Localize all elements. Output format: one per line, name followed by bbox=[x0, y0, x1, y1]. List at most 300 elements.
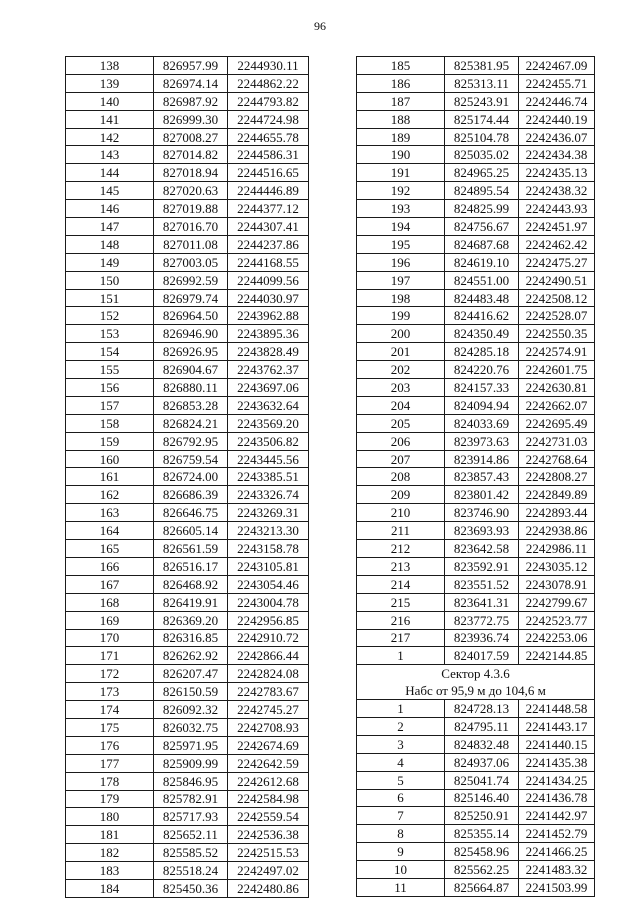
x-coordinate-cell: 826032.75 bbox=[154, 718, 228, 736]
point-number-cell: 195 bbox=[357, 235, 445, 253]
point-number-cell: 9 bbox=[357, 843, 445, 861]
point-number-cell: 198 bbox=[357, 289, 445, 307]
point-number-cell: 153 bbox=[66, 325, 154, 343]
y-coordinate-cell: 2242574.91 bbox=[519, 343, 595, 361]
x-coordinate-cell: 825562.25 bbox=[445, 861, 519, 879]
x-coordinate-cell: 827016.70 bbox=[154, 218, 228, 236]
y-coordinate-cell: 2243445.56 bbox=[228, 450, 309, 468]
y-coordinate-cell: 2242956.85 bbox=[228, 611, 309, 629]
table-row bbox=[357, 164, 595, 182]
point-number-cell: 171 bbox=[66, 647, 154, 665]
table-row bbox=[66, 468, 309, 486]
y-coordinate-cell: 2242528.07 bbox=[519, 307, 595, 325]
x-coordinate-cell: 826316.85 bbox=[154, 629, 228, 647]
x-coordinate-cell: 824687.68 bbox=[445, 235, 519, 253]
x-coordinate-cell: 826646.75 bbox=[154, 504, 228, 522]
point-number-cell: 6 bbox=[357, 789, 445, 807]
table-row bbox=[357, 128, 595, 146]
point-number-cell: 141 bbox=[66, 110, 154, 128]
y-coordinate-cell: 2244099.56 bbox=[228, 271, 309, 289]
x-coordinate-cell: 825652.11 bbox=[154, 826, 228, 844]
point-number-cell: 191 bbox=[357, 164, 445, 182]
y-coordinate-cell: 2244930.11 bbox=[228, 57, 309, 75]
coordinates-table-left bbox=[65, 56, 309, 898]
table-row bbox=[66, 164, 309, 182]
x-coordinate-cell: 825041.74 bbox=[445, 771, 519, 789]
x-coordinate-cell: 823641.31 bbox=[445, 593, 519, 611]
y-coordinate-cell: 2242462.42 bbox=[519, 235, 595, 253]
y-coordinate-cell: 2244724.98 bbox=[228, 110, 309, 128]
point-number-cell: 192 bbox=[357, 182, 445, 200]
y-coordinate-cell: 2243213.30 bbox=[228, 522, 309, 540]
x-coordinate-cell: 825174.44 bbox=[445, 110, 519, 128]
point-number-cell: 176 bbox=[66, 736, 154, 754]
point-number-cell: 1 bbox=[357, 647, 445, 665]
table-row bbox=[66, 110, 309, 128]
point-number-cell: 183 bbox=[66, 862, 154, 880]
y-coordinate-cell: 2242467.09 bbox=[519, 57, 595, 75]
table-row bbox=[66, 593, 309, 611]
x-coordinate-cell: 825909.99 bbox=[154, 754, 228, 772]
y-coordinate-cell: 2243632.64 bbox=[228, 396, 309, 414]
x-coordinate-cell: 823746.90 bbox=[445, 504, 519, 522]
y-coordinate-cell: 2244793.82 bbox=[228, 92, 309, 110]
y-coordinate-cell: 2242910.72 bbox=[228, 629, 309, 647]
point-number-cell: 3 bbox=[357, 735, 445, 753]
table-row bbox=[66, 128, 309, 146]
table-row bbox=[66, 396, 309, 414]
y-coordinate-cell: 2243158.78 bbox=[228, 540, 309, 558]
y-coordinate-cell: 2242938.86 bbox=[519, 522, 595, 540]
point-number-cell: 200 bbox=[357, 325, 445, 343]
x-coordinate-cell: 826979.74 bbox=[154, 289, 228, 307]
sector-subtitle-row bbox=[357, 682, 595, 699]
point-number-cell: 175 bbox=[66, 718, 154, 736]
table-row bbox=[357, 700, 595, 718]
x-coordinate-cell: 826926.95 bbox=[154, 343, 228, 361]
point-number-cell: 179 bbox=[66, 790, 154, 808]
x-coordinate-cell: 827019.88 bbox=[154, 200, 228, 218]
table-row bbox=[357, 593, 595, 611]
table-row bbox=[66, 218, 309, 236]
point-number-cell: 159 bbox=[66, 432, 154, 450]
point-number-cell: 7 bbox=[357, 807, 445, 825]
point-number-cell: 213 bbox=[357, 557, 445, 575]
y-coordinate-cell: 2242630.81 bbox=[519, 379, 595, 397]
y-coordinate-cell: 2241442.97 bbox=[519, 807, 595, 825]
table-row bbox=[357, 361, 595, 379]
point-number-cell: 196 bbox=[357, 253, 445, 271]
point-number-cell: 205 bbox=[357, 414, 445, 432]
x-coordinate-cell: 826987.92 bbox=[154, 92, 228, 110]
table-row bbox=[357, 735, 595, 753]
x-coordinate-cell: 825250.91 bbox=[445, 807, 519, 825]
point-number-cell: 193 bbox=[357, 200, 445, 218]
table-row bbox=[357, 74, 595, 92]
table-row bbox=[66, 522, 309, 540]
table-row bbox=[357, 450, 595, 468]
y-coordinate-cell: 2242451.97 bbox=[519, 218, 595, 236]
x-coordinate-cell: 823936.74 bbox=[445, 629, 519, 647]
x-coordinate-cell: 824220.76 bbox=[445, 361, 519, 379]
table-row bbox=[357, 414, 595, 432]
table-row bbox=[357, 522, 595, 540]
table-row bbox=[357, 289, 595, 307]
y-coordinate-cell: 2243105.81 bbox=[228, 557, 309, 575]
y-coordinate-cell: 2244307.41 bbox=[228, 218, 309, 236]
point-number-cell: 155 bbox=[66, 361, 154, 379]
table-row bbox=[357, 432, 595, 450]
table-row bbox=[66, 844, 309, 862]
y-coordinate-cell: 2242808.27 bbox=[519, 468, 595, 486]
point-number-cell: 161 bbox=[66, 468, 154, 486]
table-row bbox=[357, 486, 595, 504]
table-row bbox=[357, 343, 595, 361]
table-row bbox=[66, 343, 309, 361]
y-coordinate-cell: 2244377.12 bbox=[228, 200, 309, 218]
point-number-cell: 145 bbox=[66, 182, 154, 200]
point-number-cell: 1 bbox=[357, 700, 445, 718]
point-number-cell: 181 bbox=[66, 826, 154, 844]
y-coordinate-cell: 2242550.35 bbox=[519, 325, 595, 343]
point-number-cell: 160 bbox=[66, 450, 154, 468]
table-row bbox=[66, 540, 309, 558]
point-number-cell: 197 bbox=[357, 271, 445, 289]
point-number-cell: 203 bbox=[357, 379, 445, 397]
point-number-cell: 199 bbox=[357, 307, 445, 325]
point-number-cell: 215 bbox=[357, 593, 445, 611]
table-row bbox=[357, 771, 595, 789]
y-coordinate-cell: 2242866.44 bbox=[228, 647, 309, 665]
x-coordinate-cell: 823914.86 bbox=[445, 450, 519, 468]
y-coordinate-cell: 2242536.38 bbox=[228, 826, 309, 844]
y-coordinate-cell: 2243269.31 bbox=[228, 504, 309, 522]
y-coordinate-cell: 2242893.44 bbox=[519, 504, 595, 522]
x-coordinate-cell: 826824.21 bbox=[154, 414, 228, 432]
y-coordinate-cell: 2241443.17 bbox=[519, 717, 595, 735]
x-coordinate-cell: 826092.32 bbox=[154, 701, 228, 719]
x-coordinate-cell: 824965.25 bbox=[445, 164, 519, 182]
table-row bbox=[357, 861, 595, 879]
table-row bbox=[66, 754, 309, 772]
table-row bbox=[66, 862, 309, 880]
point-number-cell: 164 bbox=[66, 522, 154, 540]
table-row bbox=[357, 807, 595, 825]
table-row bbox=[66, 74, 309, 92]
y-coordinate-cell: 2242674.69 bbox=[228, 736, 309, 754]
y-coordinate-cell: 2242515.53 bbox=[228, 844, 309, 862]
x-coordinate-cell: 824285.18 bbox=[445, 343, 519, 361]
y-coordinate-cell: 2242783.67 bbox=[228, 683, 309, 701]
y-coordinate-cell: 2242497.02 bbox=[228, 862, 309, 880]
point-number-cell: 8 bbox=[357, 825, 445, 843]
x-coordinate-cell: 826207.47 bbox=[154, 665, 228, 683]
table-row bbox=[66, 647, 309, 665]
table-row bbox=[357, 504, 595, 522]
point-number-cell: 206 bbox=[357, 432, 445, 450]
x-coordinate-cell: 826880.11 bbox=[154, 379, 228, 397]
y-coordinate-cell: 2242799.67 bbox=[519, 593, 595, 611]
y-coordinate-cell: 2244446.89 bbox=[228, 182, 309, 200]
table-row bbox=[357, 717, 595, 735]
table-row bbox=[66, 826, 309, 844]
y-coordinate-cell: 2242768.64 bbox=[519, 450, 595, 468]
point-number-cell: 212 bbox=[357, 540, 445, 558]
table-row bbox=[66, 808, 309, 826]
sector-title: Сектор 4.3.6 bbox=[357, 665, 595, 682]
point-number-cell: 173 bbox=[66, 683, 154, 701]
y-coordinate-cell: 2242662.07 bbox=[519, 396, 595, 414]
point-number-cell: 140 bbox=[66, 92, 154, 110]
point-number-cell: 178 bbox=[66, 772, 154, 790]
table-row bbox=[66, 736, 309, 754]
point-number-cell: 180 bbox=[66, 808, 154, 826]
y-coordinate-cell: 2242695.49 bbox=[519, 414, 595, 432]
table-row bbox=[357, 396, 595, 414]
table-row bbox=[357, 575, 595, 593]
y-coordinate-cell: 2241436.78 bbox=[519, 789, 595, 807]
table-row bbox=[357, 253, 595, 271]
y-coordinate-cell: 2241466.25 bbox=[519, 843, 595, 861]
x-coordinate-cell: 825450.36 bbox=[154, 879, 228, 897]
point-number-cell: 4 bbox=[357, 753, 445, 771]
x-coordinate-cell: 827008.27 bbox=[154, 128, 228, 146]
x-coordinate-cell: 824416.62 bbox=[445, 307, 519, 325]
x-coordinate-cell: 826369.20 bbox=[154, 611, 228, 629]
x-coordinate-cell: 827011.08 bbox=[154, 235, 228, 253]
y-coordinate-cell: 2244030.97 bbox=[228, 289, 309, 307]
y-coordinate-cell: 2244168.55 bbox=[228, 253, 309, 271]
table-row bbox=[66, 92, 309, 110]
table-row bbox=[66, 575, 309, 593]
y-coordinate-cell: 2242986.11 bbox=[519, 540, 595, 558]
x-coordinate-cell: 826957.99 bbox=[154, 57, 228, 75]
x-coordinate-cell: 826964.50 bbox=[154, 307, 228, 325]
y-coordinate-cell: 2243569.20 bbox=[228, 414, 309, 432]
table-row bbox=[357, 57, 595, 75]
point-number-cell: 169 bbox=[66, 611, 154, 629]
x-coordinate-cell: 825782.91 bbox=[154, 790, 228, 808]
x-coordinate-cell: 825035.02 bbox=[445, 146, 519, 164]
point-number-cell: 182 bbox=[66, 844, 154, 862]
x-coordinate-cell: 824350.49 bbox=[445, 325, 519, 343]
point-number-cell: 146 bbox=[66, 200, 154, 218]
x-coordinate-cell: 826904.67 bbox=[154, 361, 228, 379]
table-row bbox=[357, 307, 595, 325]
table-row bbox=[357, 218, 595, 236]
point-number-cell: 144 bbox=[66, 164, 154, 182]
point-number-cell: 165 bbox=[66, 540, 154, 558]
y-coordinate-cell: 2241448.58 bbox=[519, 700, 595, 718]
point-number-cell: 185 bbox=[357, 57, 445, 75]
point-number-cell: 157 bbox=[66, 396, 154, 414]
y-coordinate-cell: 2242584.98 bbox=[228, 790, 309, 808]
table-row bbox=[66, 701, 309, 719]
point-number-cell: 201 bbox=[357, 343, 445, 361]
x-coordinate-cell: 824551.00 bbox=[445, 271, 519, 289]
y-coordinate-cell: 2242440.19 bbox=[519, 110, 595, 128]
y-coordinate-cell: 2242446.74 bbox=[519, 92, 595, 110]
point-number-cell: 139 bbox=[66, 74, 154, 92]
x-coordinate-cell: 824937.06 bbox=[445, 753, 519, 771]
x-coordinate-cell: 826853.28 bbox=[154, 396, 228, 414]
table-row bbox=[66, 325, 309, 343]
x-coordinate-cell: 824895.54 bbox=[445, 182, 519, 200]
x-coordinate-cell: 825313.11 bbox=[445, 74, 519, 92]
table-row bbox=[357, 611, 595, 629]
y-coordinate-cell: 2242559.54 bbox=[228, 808, 309, 826]
table-row bbox=[66, 790, 309, 808]
point-number-cell: 163 bbox=[66, 504, 154, 522]
point-number-cell: 217 bbox=[357, 629, 445, 647]
y-coordinate-cell: 2243828.49 bbox=[228, 343, 309, 361]
x-coordinate-cell: 826561.59 bbox=[154, 540, 228, 558]
table-row bbox=[66, 683, 309, 701]
table-row bbox=[357, 540, 595, 558]
point-number-cell: 177 bbox=[66, 754, 154, 772]
y-coordinate-cell: 2242612.68 bbox=[228, 772, 309, 790]
point-number-cell: 188 bbox=[357, 110, 445, 128]
y-coordinate-cell: 2242436.07 bbox=[519, 128, 595, 146]
table-row bbox=[66, 361, 309, 379]
x-coordinate-cell: 823551.52 bbox=[445, 575, 519, 593]
x-coordinate-cell: 824795.11 bbox=[445, 717, 519, 735]
point-number-cell: 172 bbox=[66, 665, 154, 683]
x-coordinate-cell: 824825.99 bbox=[445, 200, 519, 218]
x-coordinate-cell: 827003.05 bbox=[154, 253, 228, 271]
x-coordinate-cell: 826759.54 bbox=[154, 450, 228, 468]
y-coordinate-cell: 2242508.12 bbox=[519, 289, 595, 307]
point-number-cell: 2 bbox=[357, 717, 445, 735]
y-coordinate-cell: 2242475.27 bbox=[519, 253, 595, 271]
point-number-cell: 209 bbox=[357, 486, 445, 504]
x-coordinate-cell: 826419.91 bbox=[154, 593, 228, 611]
sector-subtitle: Набс от 95,9 м до 104,6 м bbox=[357, 682, 595, 699]
table-row bbox=[357, 825, 595, 843]
point-number-cell: 143 bbox=[66, 146, 154, 164]
y-coordinate-cell: 2242144.85 bbox=[519, 647, 595, 665]
point-number-cell: 10 bbox=[357, 861, 445, 879]
x-coordinate-cell: 824017.59 bbox=[445, 647, 519, 665]
point-number-cell: 151 bbox=[66, 289, 154, 307]
point-number-cell: 210 bbox=[357, 504, 445, 522]
y-coordinate-cell: 2241440.15 bbox=[519, 735, 595, 753]
y-coordinate-cell: 2243035.12 bbox=[519, 557, 595, 575]
table-row bbox=[357, 379, 595, 397]
x-coordinate-cell: 825846.95 bbox=[154, 772, 228, 790]
table-row bbox=[357, 182, 595, 200]
table-row bbox=[66, 182, 309, 200]
coordinates-table-right bbox=[356, 56, 595, 897]
y-coordinate-cell: 2242443.93 bbox=[519, 200, 595, 218]
point-number-cell: 184 bbox=[66, 879, 154, 897]
point-number-cell: 216 bbox=[357, 611, 445, 629]
point-number-cell: 211 bbox=[357, 522, 445, 540]
y-coordinate-cell: 2243762.37 bbox=[228, 361, 309, 379]
y-coordinate-cell: 2242434.38 bbox=[519, 146, 595, 164]
x-coordinate-cell: 823857.43 bbox=[445, 468, 519, 486]
x-coordinate-cell: 823592.91 bbox=[445, 557, 519, 575]
x-coordinate-cell: 826974.14 bbox=[154, 74, 228, 92]
sector-header bbox=[357, 665, 595, 700]
table-row bbox=[357, 235, 595, 253]
y-coordinate-cell: 2241483.32 bbox=[519, 861, 595, 879]
table-row bbox=[66, 486, 309, 504]
x-coordinate-cell: 824483.48 bbox=[445, 289, 519, 307]
x-coordinate-cell: 825458.96 bbox=[445, 843, 519, 861]
x-coordinate-cell: 824094.94 bbox=[445, 396, 519, 414]
table-row bbox=[66, 432, 309, 450]
sector-title-row bbox=[357, 665, 595, 682]
point-number-cell: 158 bbox=[66, 414, 154, 432]
y-coordinate-cell: 2243506.82 bbox=[228, 432, 309, 450]
table-row bbox=[66, 879, 309, 897]
table-row bbox=[66, 253, 309, 271]
y-coordinate-cell: 2242438.32 bbox=[519, 182, 595, 200]
table-row bbox=[357, 110, 595, 128]
y-coordinate-cell: 2243895.36 bbox=[228, 325, 309, 343]
x-coordinate-cell: 827018.94 bbox=[154, 164, 228, 182]
point-number-cell: 190 bbox=[357, 146, 445, 164]
table-row bbox=[357, 629, 595, 647]
x-coordinate-cell: 826605.14 bbox=[154, 522, 228, 540]
point-number-cell: 138 bbox=[66, 57, 154, 75]
table-row bbox=[66, 379, 309, 397]
x-coordinate-cell: 826792.95 bbox=[154, 432, 228, 450]
point-number-cell: 150 bbox=[66, 271, 154, 289]
point-number-cell: 154 bbox=[66, 343, 154, 361]
y-coordinate-cell: 2241434.25 bbox=[519, 771, 595, 789]
x-coordinate-cell: 826992.59 bbox=[154, 271, 228, 289]
point-number-cell: 208 bbox=[357, 468, 445, 486]
y-coordinate-cell: 2242523.77 bbox=[519, 611, 595, 629]
x-coordinate-cell: 825381.95 bbox=[445, 57, 519, 75]
table-row bbox=[66, 146, 309, 164]
point-number-cell: 167 bbox=[66, 575, 154, 593]
y-coordinate-cell: 2242455.71 bbox=[519, 74, 595, 92]
y-coordinate-cell: 2244655.78 bbox=[228, 128, 309, 146]
y-coordinate-cell: 2242253.06 bbox=[519, 629, 595, 647]
point-number-cell: 162 bbox=[66, 486, 154, 504]
y-coordinate-cell: 2243054.46 bbox=[228, 575, 309, 593]
point-number-cell: 147 bbox=[66, 218, 154, 236]
table-row bbox=[357, 557, 595, 575]
x-coordinate-cell: 825518.24 bbox=[154, 862, 228, 880]
x-coordinate-cell: 825664.87 bbox=[445, 878, 519, 896]
y-coordinate-cell: 2244237.86 bbox=[228, 235, 309, 253]
table-row bbox=[66, 629, 309, 647]
point-number-cell: 156 bbox=[66, 379, 154, 397]
x-coordinate-cell: 824728.13 bbox=[445, 700, 519, 718]
table-row bbox=[66, 665, 309, 683]
table-row bbox=[66, 718, 309, 736]
point-number-cell: 189 bbox=[357, 128, 445, 146]
y-coordinate-cell: 2242601.75 bbox=[519, 361, 595, 379]
x-coordinate-cell: 824033.69 bbox=[445, 414, 519, 432]
x-coordinate-cell: 826516.17 bbox=[154, 557, 228, 575]
y-coordinate-cell: 2243962.88 bbox=[228, 307, 309, 325]
point-number-cell: 168 bbox=[66, 593, 154, 611]
y-coordinate-cell: 2241503.99 bbox=[519, 878, 595, 896]
table-row bbox=[357, 789, 595, 807]
x-coordinate-cell: 825243.91 bbox=[445, 92, 519, 110]
y-coordinate-cell: 2242708.93 bbox=[228, 718, 309, 736]
x-coordinate-cell: 826686.39 bbox=[154, 486, 228, 504]
table-row bbox=[357, 271, 595, 289]
point-number-cell: 11 bbox=[357, 878, 445, 896]
table-row bbox=[357, 647, 595, 665]
point-number-cell: 149 bbox=[66, 253, 154, 271]
